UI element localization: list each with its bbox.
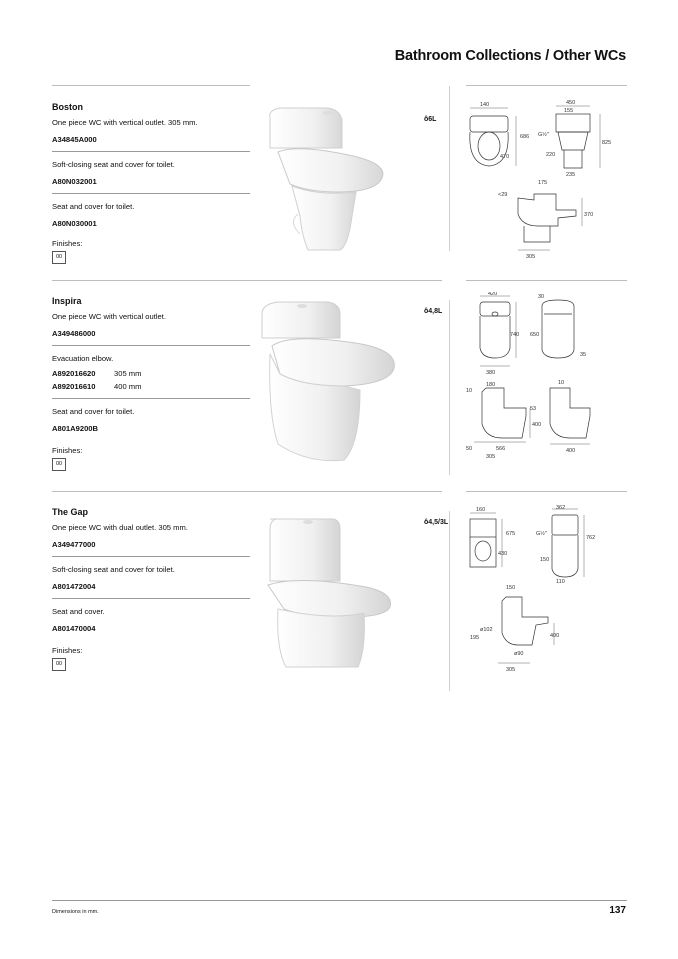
finishes-label: Finishes:: [52, 446, 83, 455]
accessory-code: A801A9200B: [52, 424, 99, 433]
section-rule-right: [466, 280, 627, 281]
accessory-code: A801470004: [52, 624, 96, 633]
finishes-label: Finishes:: [52, 646, 83, 655]
footer-rule: [52, 900, 627, 901]
evacuation-size: 305 mm: [114, 369, 142, 378]
dim-label: 10: [466, 388, 473, 394]
evacuation-label: Evacuation elbow.: [52, 354, 114, 363]
dim-label: ø90: [514, 651, 524, 657]
dim-label: <29: [498, 192, 508, 198]
product-code: A349486000: [52, 329, 96, 338]
dim-label: 400: [566, 448, 576, 454]
page-number: 137: [609, 905, 626, 916]
dim-label: 762: [586, 535, 596, 541]
section-rule-right: [466, 491, 627, 492]
divider: [52, 345, 250, 346]
product-photo-boston: [248, 96, 408, 256]
dim-label: 175: [538, 180, 548, 186]
accessory-text: Soft-closing seat and cover for toilet.: [52, 565, 175, 574]
evacuation-size: 400 mm: [114, 382, 142, 391]
finishes-label: Finishes:: [52, 239, 83, 248]
top-rule-right: [466, 85, 627, 86]
product-name: Inspira: [52, 296, 82, 306]
finish-swatch: 00: [52, 658, 66, 671]
dim-label: 10: [558, 380, 565, 386]
dim-label: 305: [506, 667, 516, 673]
divider: [52, 193, 250, 194]
evacuation-row: [52, 382, 250, 392]
product-photo-the-gap: [248, 509, 413, 679]
dim-label: 370: [584, 212, 594, 218]
dim-label: 180: [486, 382, 496, 388]
dim-label: 150: [540, 557, 550, 563]
flush-volume: ô4,5/3L: [424, 519, 449, 526]
flush-volume: ô4,8L: [424, 308, 443, 315]
dim-label: 155: [564, 108, 574, 114]
dim-label: ø102: [480, 627, 493, 633]
dim-label: 566: [496, 446, 506, 452]
dim-label: 400: [550, 633, 560, 639]
evacuation-code: A892016620: [52, 369, 96, 378]
dim-label: 160: [476, 507, 486, 513]
technical-drawing-the-gap: [458, 505, 628, 695]
product-description: One piece WC with vertical outlet. 305 mm.: [52, 118, 198, 127]
product-code: A349477000: [52, 540, 96, 549]
evacuation-code: A892016610: [52, 382, 96, 391]
dim-label: 35: [580, 352, 587, 358]
divider: [52, 598, 250, 599]
dim-label: 686: [520, 134, 530, 140]
product-description: One piece WC with dual outlet. 305 mm.: [52, 523, 188, 532]
dim-label: 740: [510, 332, 520, 338]
divider: [52, 151, 250, 152]
product-code: A34845A000: [52, 135, 97, 144]
dim-label: 110: [556, 579, 565, 585]
dim-label: G½": [536, 531, 547, 537]
dim-label: 220: [546, 152, 556, 158]
flush-volume: ô6L: [424, 116, 437, 123]
accessory-text: Seat and cover for toilet.: [52, 202, 135, 211]
divider: [52, 398, 250, 399]
dim-label: 305: [486, 454, 496, 460]
divider-vertical: [449, 86, 450, 251]
dim-label: 50: [466, 446, 473, 452]
dim-label: 140: [480, 102, 490, 108]
dim-label: 30: [538, 294, 545, 300]
finish-swatch: 00: [52, 458, 66, 471]
dim-label: G½": [538, 132, 549, 138]
dim-label: 470: [500, 154, 510, 160]
finish-swatch: 00: [52, 251, 66, 264]
dim-label: 305: [526, 254, 536, 260]
accessory-text: Seat and cover for toilet.: [52, 407, 135, 416]
dim-label: 675: [506, 531, 516, 537]
dim-label: 235: [566, 172, 576, 178]
product-info: [52, 491, 250, 671]
section-rule-mid: [248, 280, 442, 281]
dim-label: 380: [486, 370, 496, 376]
dim-label: 400: [532, 422, 542, 428]
product-description: One piece WC with vertical outlet.: [52, 312, 166, 321]
product-info: [52, 86, 250, 264]
dim-label: 362: [556, 505, 566, 511]
accessory-code: A80N032001: [52, 177, 97, 186]
dim-label: 150: [506, 585, 516, 591]
dim-label: 825: [602, 140, 612, 146]
accessory-text: Seat and cover.: [52, 607, 105, 616]
dim-label: 650: [530, 332, 540, 338]
page-title: Bathroom Collections / Other WCs: [394, 48, 626, 64]
dim-label: 430: [498, 551, 508, 557]
technical-drawing-inspira: [458, 292, 628, 482]
dim-label: 53: [530, 406, 537, 412]
evacuation-row: [52, 369, 250, 379]
product-name: The Gap: [52, 507, 89, 517]
divider-vertical: [449, 511, 450, 691]
divider: [52, 556, 250, 557]
accessory-code: A801472004: [52, 582, 96, 591]
technical-drawing-boston: [458, 98, 628, 268]
product-name: Boston: [52, 102, 83, 112]
accessory-text: Soft-closing seat and cover for toilet.: [52, 160, 175, 169]
product-info: [52, 280, 250, 471]
footer-note: Dimensions in mm.: [52, 909, 99, 915]
dim-label: 450: [566, 100, 576, 106]
dim-label: 420: [488, 292, 498, 297]
product-photo-inspira: [248, 294, 413, 469]
divider-vertical: [449, 300, 450, 475]
dim-label: 195: [470, 635, 480, 641]
accessory-code: A80N030001: [52, 219, 97, 228]
section-rule-mid: [248, 491, 442, 492]
